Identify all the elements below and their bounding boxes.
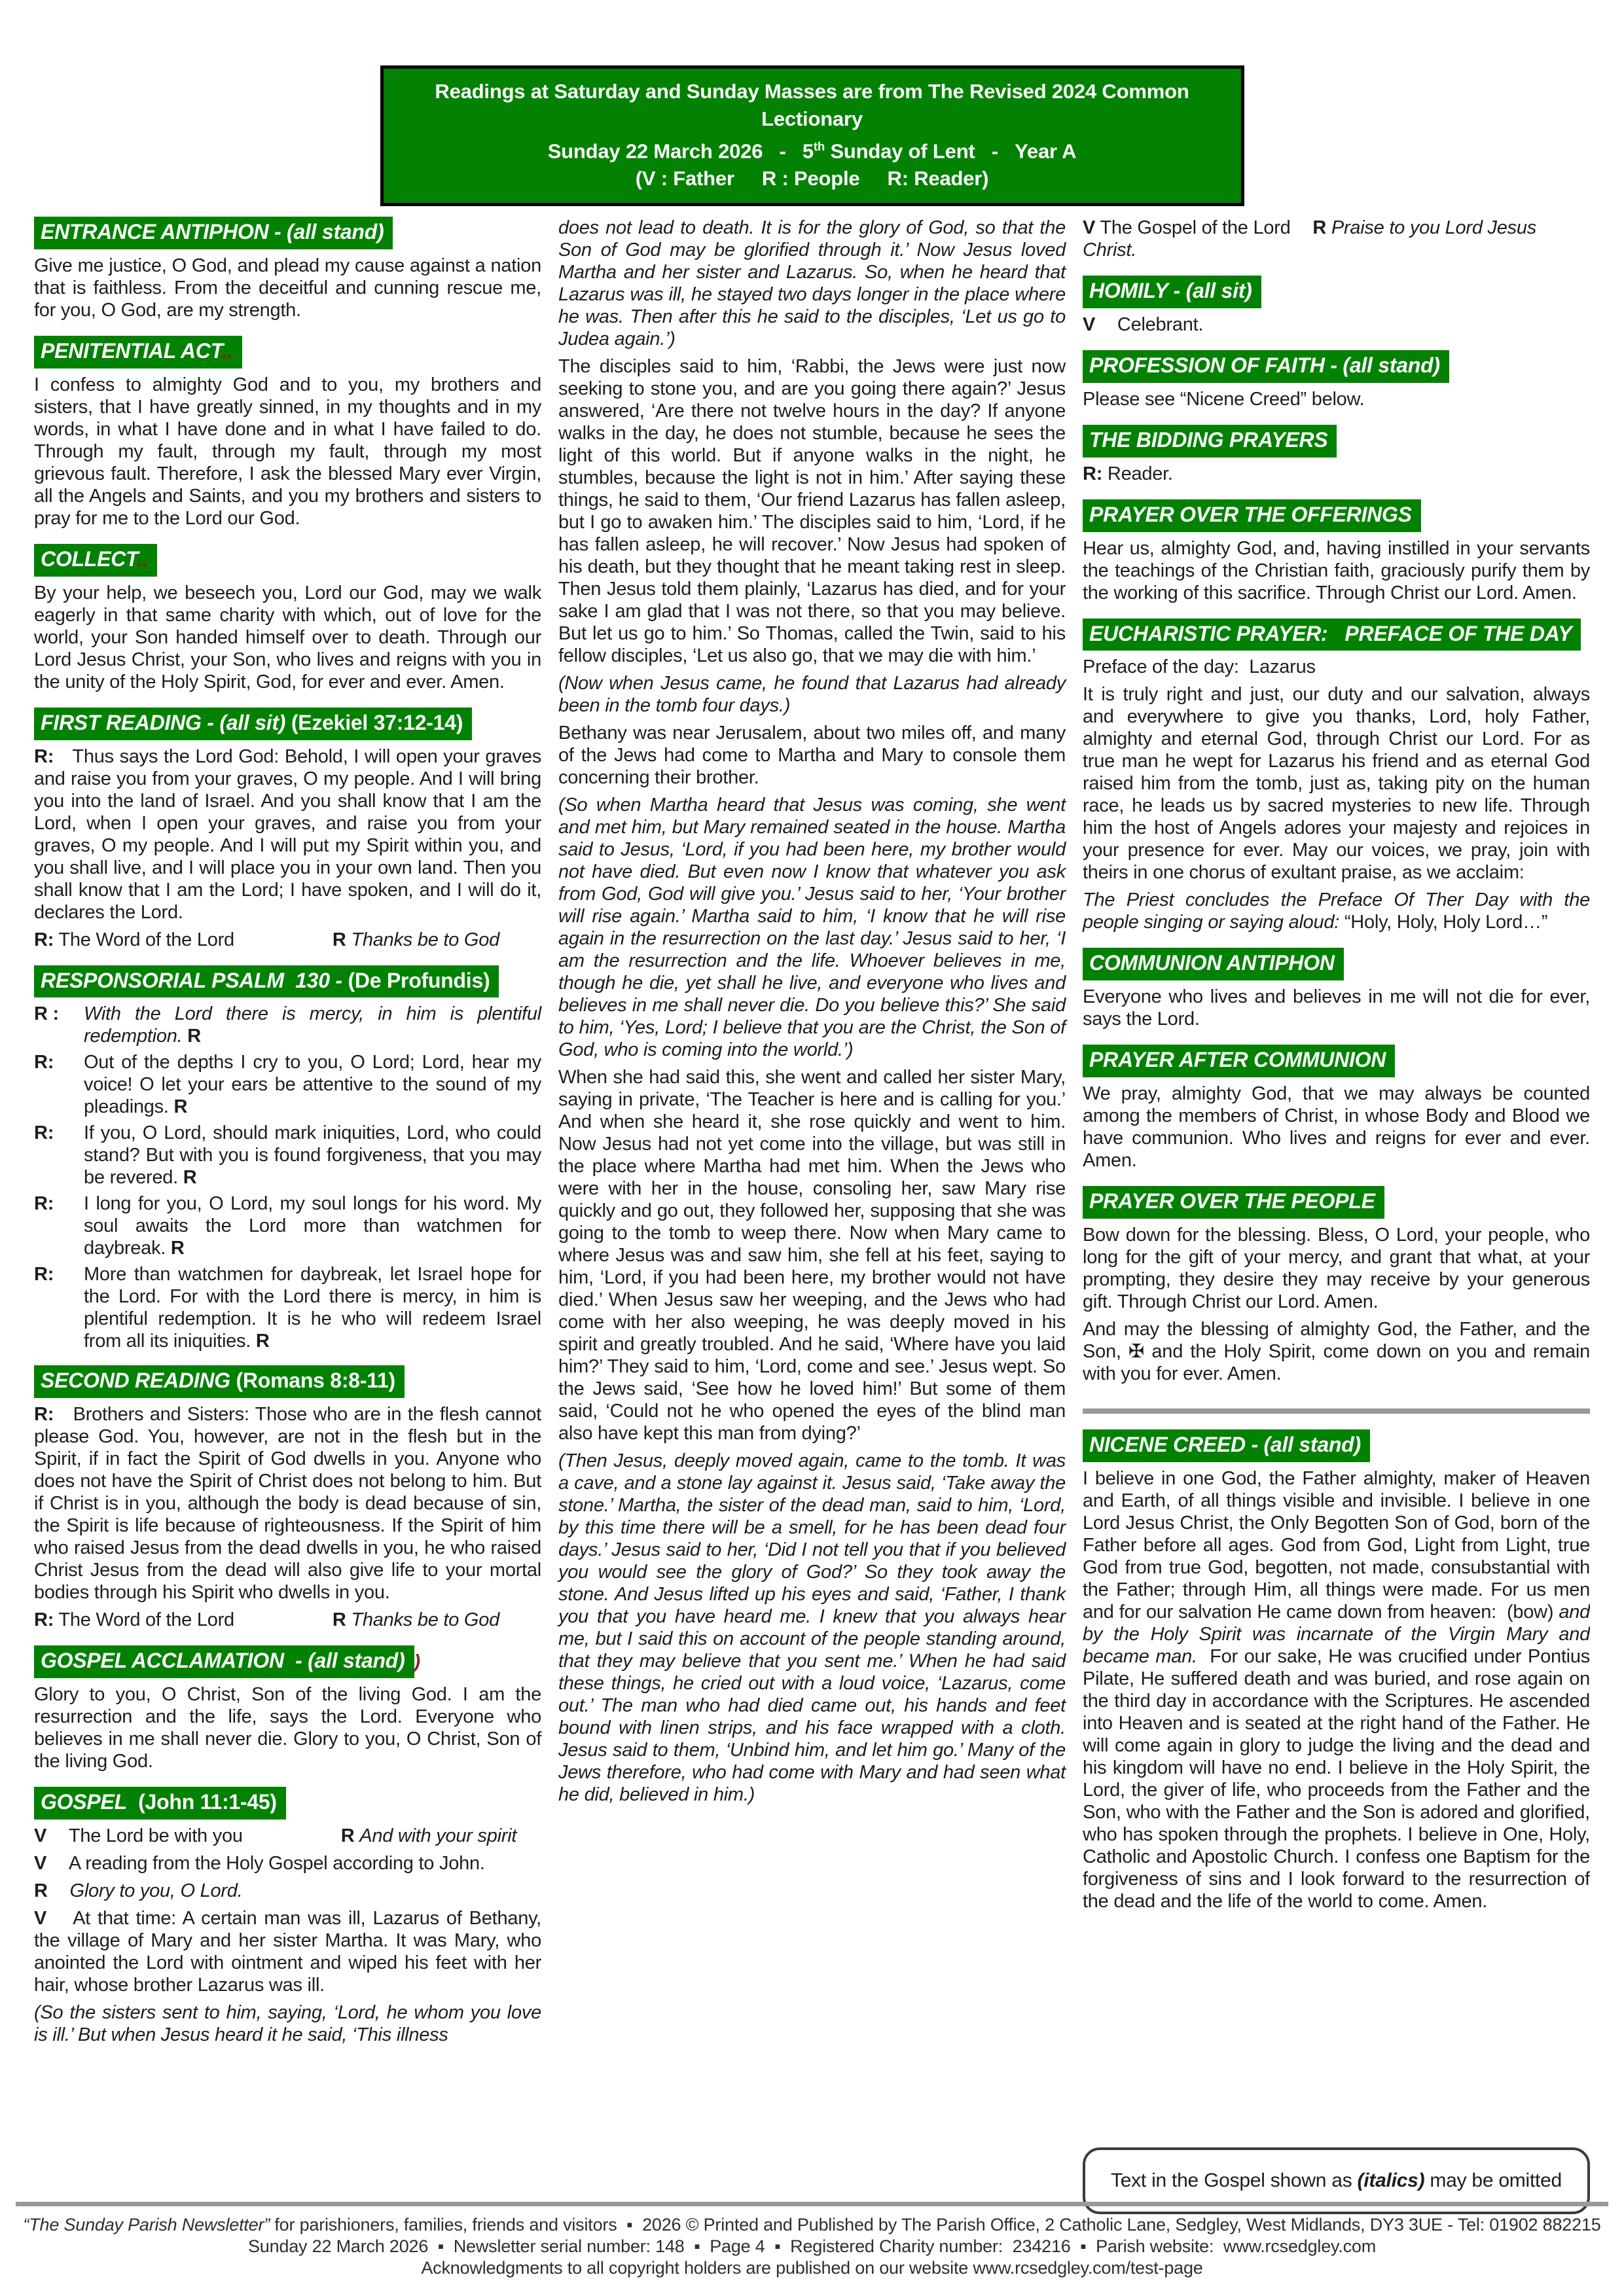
people-response: And with your spirit [359,1825,517,1846]
scripture-reference: (Romans 8:8-11) [236,1369,395,1393]
people-response: Praise to you Lord Jesus Christ. [1083,217,1537,261]
creed-incarnatus-italic: and by the Holy Spirit was incarnate of the Virgin Mary and became man. [1083,1601,1590,1667]
heading-gospel-acclamation [34,1645,414,1678]
heading-text: GOSPEL ACCLAMATION - (all stand) [41,1649,405,1673]
psalm-verse [34,1122,541,1189]
heading-profession-of-faith [1083,350,1449,383]
homily-line [1083,314,1590,336]
blessing-text-post: and the Holy Spirit, come down on you and remain with you for ever. Amen. [1083,1340,1590,1384]
gospel-announcement-line [34,1852,541,1874]
verse-text: If you, O Lord, should mark iniquities, Lord, who could stand? But with you is found forgiveness, that you may be revered. [84,1122,541,1189]
response-mark: R [183,1167,197,1189]
heading-nicene-creed [1083,1429,1370,1462]
gospel-omittable-paragraph: (Then Jesus, deeply moved again, came to the tomb. It was a cave, and a stone lay against it. Jesus said, ‘Take away the stone.’ Martha, the sister of the dead man, said to him, ‘Lord, by this time there will be a smell, for he has been dead four days.’ Jesus said to her, ‘Did I not tell you that if you believed you would see the glory of God?’ So they took away the stone. And Jesus lifted up his eyes and said, ‘Father, I thank you that you have heard me. I knew that you always hear me, but I said this on account of the people standing around, that they may believe that you sent me.’ When he had said these things, he cried out with a loud voice, ‘Lazarus, come out.’ The man who had died came out, his hands and feet bound with linen strips, and his face wrapped with a cloth. Jesus said to them, ‘Unbind him, and let him go.’ Many of the Jews therefore, who had come with Mary and had seen what he did, believed in him.) [558,1450,1066,1806]
reader-label: R: [34,745,54,767]
priest-label: V [34,1825,47,1846]
people-label: R [340,1825,355,1846]
heading-bidding-prayers [1083,425,1337,457]
heading-prayer-over-people [1083,1186,1384,1219]
note-text-post: may be omitted [1424,2170,1562,2192]
heading-stray-paren: ) [414,1651,420,1673]
response-mark: R [170,1238,185,1259]
heading-dots: .. [136,547,149,571]
heading-dots: .. [221,339,233,363]
reader-label: R: [1083,463,1103,484]
gospel-paragraph: Bethany was near Jerusalem, about two miles off, and many of the Jews had come to Martha and Mary to console them concerning their brother. [558,723,1066,789]
heading-text: NICENE CREED - (all stand) [1089,1432,1361,1456]
response-mark: R [255,1331,270,1352]
heading-text: THE BIDDING PRAYERS [1089,427,1328,452]
footer-line-publisher [16,2214,1608,2236]
banner-line-lectionary: Readings at Saturday and Sunday Masses are from The Revised 2024 Common Lectionary [435,80,1189,130]
preface-body: It is truly right and just, our duty and our salvation, always and everywhere to give you thanks, Lord, holy Father, almighty and eternal God, through Christ our Lord. For as true man he wept for Lazarus his friend and as eternal God raised him from the tomb, just as, taking pity on the human race, he leads us by sacred mysteries to new life. Through him the host of Angels adores your majesty and rejoices in your presence for ever. May our voices, we pray, join with theirs in one chorus of exultant praise, as we acclaim: [1083,684,1590,884]
verse-text: Out of the depths I cry to you, O Lord; Lord, hear my voice! O let your ears be attentive to the sound of my pleadings. [84,1052,541,1118]
banner-date-pre: Sunday 22 March 2026 - 5 [547,139,814,163]
scripture-reference: (Ezekiel 37:12-14) [291,710,463,734]
first-reading-body [34,745,541,924]
versicle-text: The Word of the Lord [58,1609,234,1631]
heading-text: PRAYER AFTER COMMUNION [1089,1048,1386,1072]
heading-text: COMMUNION ANTIPHON [1089,951,1335,975]
people-response: Glory to you, O Lord. [69,1880,243,1901]
nicene-creed-body [1083,1467,1590,1912]
reader-label: R: [34,929,54,950]
heading-text: FIRST READING - (all sit) [41,710,286,734]
publisher-info: for parishioners, families, friends and visitors ▪ 2026 © Printed and Published by The Parish Office, 2 Catholic Lane, Sedgley, West Midlands, DY3 3UE - Tel: 01902 882215 [270,2215,1601,2234]
collect-body: By your help, we beseech you, Lord our God, may we walk eagerly in that same charity with which, out of love for the world, your Son handed himself over to death. Through our Lord Jesus Christ, your Son, who lives and reigns with you in the unity of the Holy Spirit, God, for ever and ever. Amen. [34,582,541,692]
gospel-text: At that time: A certain man was ill, Lazarus of Bethany, the village of Mary and her sister Martha. It was Mary, who anointed the Lord with ointment and wiped his feet with her hair, whose brother Lazarus was ill. [34,1907,541,1996]
psalm-verse [34,1193,541,1259]
homily-text: Celebrant. [1117,314,1204,336]
header-banner [380,65,1244,206]
response-mark: R [173,1096,188,1118]
gospel-omittable-paragraph: (So when Martha heard that Jesus was coming, she went and met him, but Mary remained seated in the house. Martha said to Jesus, ‘Lord, if you had been here, my brother would not have died. But even now I know that whatever you ask from God, God will give you.’ Jesus said to her, ‘Your brother will rise again.’ Martha said to him, ‘I know that he will rise again in the resurrection on the last day.’ Jesus said to her, ‘I am the resurrection and the life. Whoever believes in me, though he die, yet shall he live, and everyone who lives and believes in me shall never die. Do you believe this?’ She said to him, ‘Yes, Lord; I believe that you are the Christ, the Son of God, who is coming into the world.’) [558,795,1066,1061]
prayer-after-communion-body: We pray, almighty God, that we may always be counted among the members of Christ, in whose Body and Blood we have communion. Who lives and reigns for ever and ever. Amen. [1083,1083,1590,1172]
people-response: Thanks be to God [351,1609,499,1631]
heading-text: PRAYER OVER THE PEOPLE [1089,1189,1375,1213]
gospel-omittable-paragraph: does not lead to death. It is for the glory of God, so that the Son of God may be glorified through it.’ Now Jesus loved Martha and her sister and Lazarus. So, when he heard that Lazarus was ill, he stayed two days longer in the place where he was. Then after this he said to the disciples, ‘Let us go to Judea again.’) [558,217,1066,350]
gospel-omittable-start: (So the sisters sent to him, saying, ‘Lord, he whom you love is ill.’ But when Jesus heard it he said, ‘This illness [34,2001,541,2045]
footer-rule [16,2202,1608,2206]
penitential-act-body: I confess to almighty God and to you, my brothers and sisters, that I have greatly sinned, in my thoughts and in my words, in what I have done and in what I have failed to do. Through my fault, through my fault, through my most grievous fault. Therefore, I ask the blessed Mary ever Virgin, all the Angels and Saints, and you my brothers and sisters to pray for me to the Lord our God. [34,374,541,529]
psalm-verse [34,1263,541,1352]
rubric-text: The Priest concludes the Preface Of Ther Day with the people singing or saying aloud: [1083,889,1590,933]
heading-text: COLLECT [41,547,137,571]
prayer-over-offerings-body: Hear us, almighty God, and, having instilled in your servants the teachings of the Christian faith, graciously purify them by the working of this sacrifice. Through Christ our Lord. Amen. [1083,537,1590,603]
psalm-reference: (De Profundis) [348,968,490,992]
versicle-text: The Word of the Lord [58,929,234,950]
preface-conclusion [1083,889,1590,933]
priest-label: V [34,1852,47,1874]
heading-text: HOMILY - (all sit) [1089,279,1252,303]
heading-text: ENTRANCE ANTIPHON - (all stand) [41,220,384,244]
reader-label: R: [34,1122,54,1144]
priest-label: V [34,1907,47,1929]
gospel-acclamation-body: Glory to you, O Christ, Son of the living God. I am the resurrection and the life, says the Lord. Everyone who believes in me shall never die. Glory to you, O Christ, Son of the living God. [34,1684,541,1772]
heading-penitential-act [34,336,242,368]
versicle-text: The Gospel of the Lord [1100,217,1291,239]
heading-text: PROFESSION OF FAITH - (all stand) [1089,353,1440,378]
gospel-conclusion-line [1083,217,1590,261]
blessing-text-pre: And may the blessing of almighty God, the Father, and the Son, [1083,1318,1590,1362]
second-reading-body [34,1403,541,1604]
verse-text: I long for you, O Lord, my soul longs for his word. My soul awaits the Lord more than watchmen for daybreak. [84,1193,541,1259]
psalm-response [34,1003,541,1047]
reader-label: R: [34,1404,54,1426]
profession-note: Please see “Nicene Creed” below. [1083,388,1365,410]
final-blessing [1083,1318,1590,1385]
banner-date-ordinal: th [813,139,825,153]
heading-eucharistic-prayer [1083,619,1581,651]
reader-label: R: [34,1052,54,1073]
second-reading-text: Brothers and Sisters: Those who are in the flesh cannot please God. You, however, are not in the flesh but in the Spirit, if in fact the Spirit of God dwells in you. Anyone who does not have the Spirit of Christ does not belong to him. But if Christ is in you, although the body is dead because of sin, the Spirit is life because of righteousness. If the Spirit of him who raised Jesus from the dead dwells in you, he who raised Christ Jesus from the dead will also give life to your mortal bodies through his Spirit who dwells in you. [34,1404,541,1604]
people-label: R [332,929,346,950]
heading-gospel [34,1787,286,1820]
heading-homily [1083,276,1261,308]
banner-date-post: Sunday of Lent - Year A [825,139,1077,163]
versicle-text: The Lord be with you [68,1825,243,1846]
bidding-line [1083,463,1590,485]
column-right [1083,217,1590,2221]
reader-label: R: [34,1609,54,1631]
gospel-response-line [34,1880,541,1902]
note-text-pre: Text in the Gospel shown as [1110,2170,1358,2192]
heading-prayer-over-offerings [1083,499,1421,532]
response-mark: R [187,1026,201,1047]
banner-line-legend: (V : Father R : People R: Reader) [635,167,989,190]
people-label: R [34,1880,48,1901]
preface-label: Preface of the day: Lazarus [1083,656,1316,678]
section-divider [1083,1408,1590,1414]
footer-line-serial: Sunday 22 March 2026 ▪ Newsletter serial number: 148 ▪ Page 4 ▪ Registered Charity number: 234216 ▪ Parish website: www.rcsedgley.com [247,2236,1377,2256]
reader-label: R: [34,1193,54,1215]
second-reading-response [34,1609,541,1631]
note-italics-sample: (italics) [1357,2170,1425,2192]
priest-label: V [1083,314,1096,336]
column-left [34,217,541,2221]
heading-second-reading [34,1365,405,1398]
cross-icon: ✠ [1128,1340,1145,1362]
footer-line-acknowledgments: Acknowledgments to all copyright holders are published on our website www.rcsedgley.com/test-page [421,2258,1203,2278]
heading-text: RESPONSORIAL PSALM 130 - [41,968,342,992]
scripture-reference: (John 11:1-45) [138,1790,277,1814]
gospel-greeting-line [34,1825,541,1847]
verse-text: More than watchmen for daybreak, let Israel hope for the Lord. For with the Lord there is mercy, in him is plentiful redemption. It is he who will redeem Israel from all its iniquities. [84,1264,541,1352]
heading-text: GOSPEL [41,1790,133,1814]
versicle-text: A reading from the Holy Gospel according to John. [68,1852,485,1874]
heading-text: EUCHARISTIC PRAYER: PREFACE OF THE DAY [1089,621,1572,645]
column-middle [558,217,1066,2221]
bidding-text: Reader. [1107,463,1173,484]
psalm-verse-text [84,1193,541,1259]
people-label: R : [34,1003,59,1025]
psalm-verse-text [84,1122,541,1189]
first-reading-text: Thus says the Lord God: Behold, I will open your graves and raise you from your graves, O my people. And I will bring you into the land of Israel. And you shall know that I am the Lord, when I open your graves, and raise you from your graves, O my people. And I will put my Spirit within you, and you shall live, and I will place you in your own land. Then you shall know that I am the Lord; I have spoken, and I will do it, declares the Lord. [34,745,541,923]
gospel-omittable-paragraph: (Now when Jesus came, he found that Lazarus had already been in the tomb four days.) [558,673,1066,717]
heading-collect [34,544,157,577]
psalm-response-text [84,1003,541,1047]
banner-line-date [390,133,1235,165]
newsletter-title: “The Sunday Parish Newsletter” [23,2215,270,2234]
gospel-paragraph: When she had said this, she went and called her sister Mary, saying in private, ‘The Teacher is here and is calling for you.’ And when she heard it, she rose quickly and went to him. Now Jesus had not yet come into the village, but was still in the place where Martha had met him. When the Jews who were with her in the house, consoling her, saw Mary rise quickly and go out, they followed her, supposing that she was going to the tomb to weep there. Now when Mary came to where Jesus was and saw him, she fell at his feet, saying to him, ‘Lord, if you had been here, my brother would not have died.’ When Jesus saw her weeping, and the Jews who had come with her also weeping, he was deeply moved in his spirit and greatly troubled. And he said, ‘Where have you laid him?’ They said to him, ‘Lord, come and see.’ Jesus wept. So the Jews said, ‘See how he loved him!’ But some of them said, ‘Could not he who opened the eyes of the blind man also have kept this man from dying?’ [558,1067,1066,1444]
heading-prayer-after-communion [1083,1045,1395,1077]
sanctus-quote: “Holy, Holy, Holy Lord…” [1339,912,1548,933]
response-text: With the Lord there is mercy, in him is plentiful redemption. [84,1003,541,1047]
reader-label: R: [34,1264,54,1285]
page-footer [16,2202,1608,2279]
heading-responsorial-psalm [34,965,499,998]
heading-entrance-antiphon [34,217,393,249]
creed-text: For our sake, He was crucified under Pontius Pilate, He suffered death and was buried, and rose again on the third day in accordance with the Scriptures. He ascended into Heaven and is seated at the right hand of the Father. He will come again in glory to judge the living and the dead and his kingdom will have no end. I believe in the Holy Spirit, the Lord, the giver of life, who proceeds from the Father and the Son, who with the Father and the Son is adored and glorified, who has spoken through the prophets. I believe in One, Holy, Catholic and Apostolic Church. I confess one Baptism for the forgiveness of sins and I look forward to the resurrection of the dead and the life of the world to come. Amen. [1083,1645,1590,1912]
heading-communion-antiphon [1083,948,1344,980]
entrance-antiphon-body: Give me justice, O God, and plead my cause against a nation that is faithless. From the deceitful and cunning rescue me, for you, O God, are my strength. [34,255,541,321]
first-reading-response [34,929,541,951]
people-label: R [332,1609,346,1631]
heading-first-reading [34,708,472,740]
heading-text: PRAYER OVER THE OFFERINGS [1089,502,1412,526]
gospel-paragraph: The disciples said to him, ‘Rabbi, the Jews were just now seeking to stone you, and are you going there again?’ Jesus answered, ‘Are there not twelve hours in the day? If anyone walks in the day, he does not stumble, because he sees the light of this world. But if anyone walks in the night, he stumbles, because the light is not in him.’ After saying these things, he said to them, ‘Our friend Lazarus has fallen asleep, but I go to awaken him.’ The disciples said to him, ‘Lord, if he has fallen asleep, he will recover.’ Now Jesus had spoken of his death, but they thought that he meant taking rest in sleep. Then Jesus told them plainly, ‘Lazarus has died, and for your sake I am glad that I was not there, so that you may believe. But let us go to him.’ So Thomas, called the Twin, said to his fellow disciples, ‘Let us also go, that we may die with him.’ [558,356,1066,667]
people-label: R [1312,217,1327,239]
psalm-verse-text [84,1051,541,1118]
psalm-verse [34,1051,541,1118]
priest-label: V [1083,217,1096,239]
three-column-layout [34,217,1590,2221]
creed-text: I believe in one God, the Father almighty, maker of Heaven and Earth, of all things visible and invisible. I believe in one Lord Jesus Christ, the Only Begotten Son of God, born of the Father before all ages. God from God, Light from Light, true God from true God, begotten, not made, consubstantial with the Father; through Him, all things were made. For us men and for our salvation He came down from heaven: (bow) [1083,1467,1590,1623]
communion-antiphon-body: Everyone who lives and believes in me will not die for ever, says the Lord. [1083,986,1590,1030]
gospel-narrative [34,1907,541,1996]
heading-text: PENITENTIAL ACT [41,339,222,363]
prayer-over-people-body: Bow down for the blessing. Bless, O Lord, your people, who long for the gift of your mercy, and grant that what, at your prompting, they desire they may receive by your generous gift. Through Christ our Lord. Amen. [1083,1224,1590,1312]
psalm-verse-text [84,1263,541,1352]
people-response: Thanks be to God [351,929,499,950]
heading-text: SECOND READING [41,1369,230,1393]
